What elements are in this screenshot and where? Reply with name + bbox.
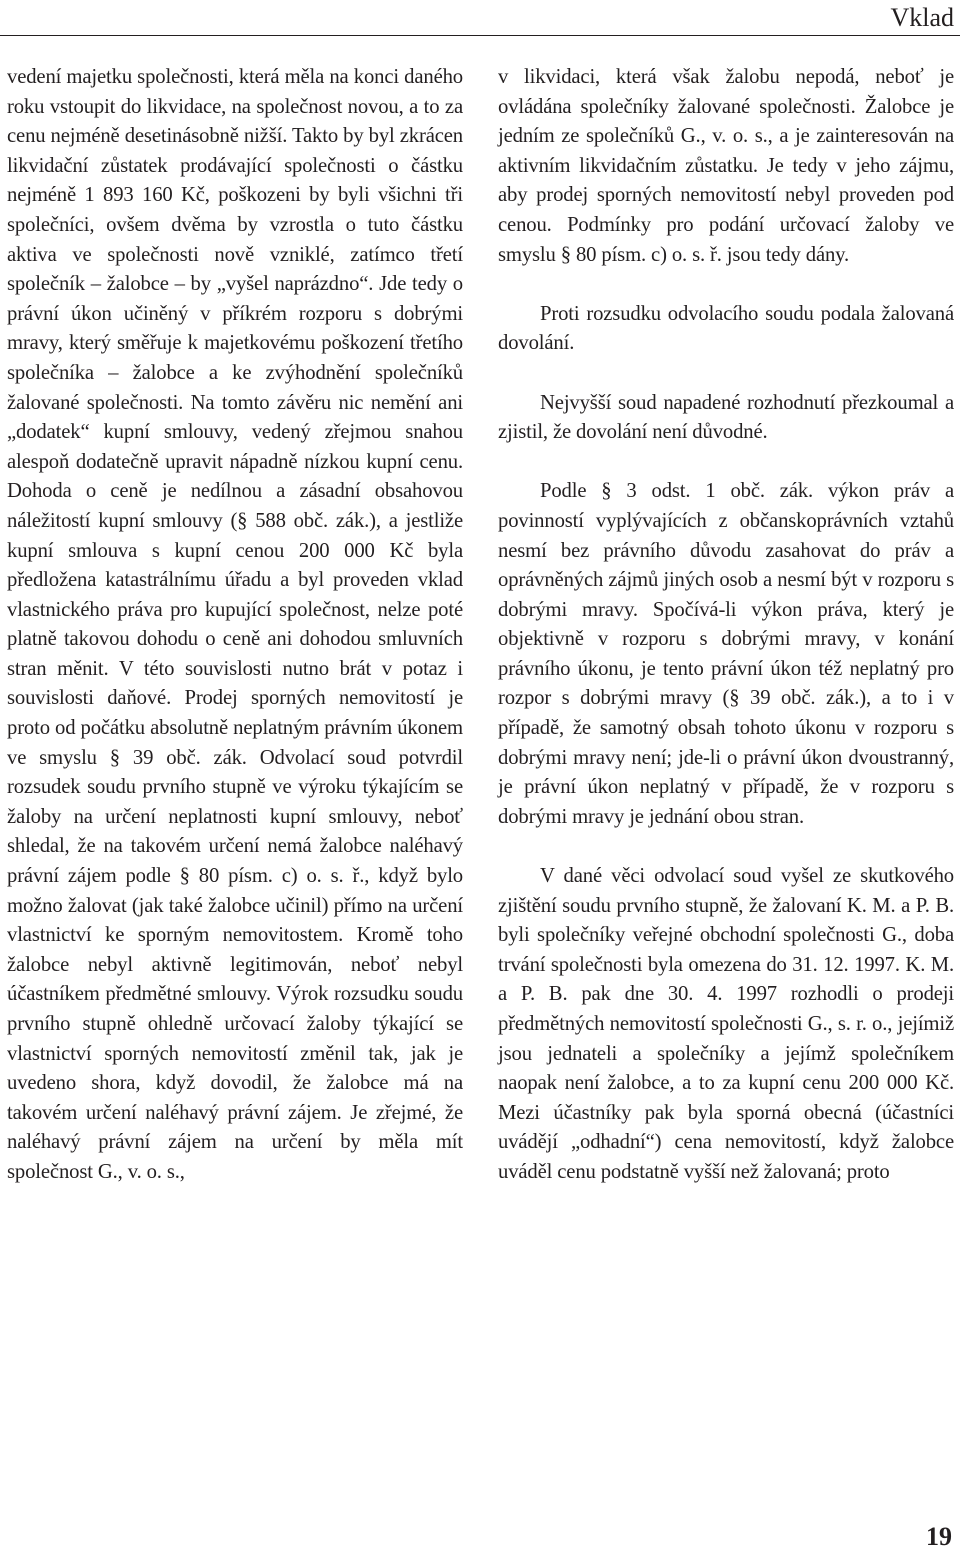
- page-number: 19: [926, 1522, 952, 1551]
- paragraph: V dané věci odvolací soud vyšel ze skutkového zjištění soudu prvního stupně, že žalovaní K. M. a P. B. byli společníky veřejné obchodní společnosti G., doba trvání společnosti byla omezena do 31. 12. 1997. K. M. a P. B. pak dne 30. 4. 1997 rozhodli o prodeji předmětných nemovitostí společnosti G., s. r. o., jejímiž jsou jednateli a společníky a jejímž společníkem naopak není žalobce, a to za kupní cenu 200 000 Kč. Mezi účastníky pak byla sporná obecná (účastníci uvádějí „odhadní“) cena nemovitostí, když žalobce uváděl cenu podstatně vyšší než žalovaná; proto: [498, 865, 954, 1183]
- paragraph: Nejvyšší soud napadené rozhodnutí přezkoumal a zjistil, že dovolání není důvodné.: [498, 391, 954, 444]
- section-title: Vklad: [890, 3, 954, 32]
- paragraph-gap: [498, 448, 954, 478]
- paragraph: vedení majetku společnosti, která měla na konci daného roku vstoupit do likvidace, na společnost novou, a to za cenu nejméně desetinásobně nižší. Takto by byl zkrácen likvidační zůstatek prodávající společnosti o částku nejméně 1 893 160 Kč, poškozeni by byli všichni tři společníci, ovšem dvěma by vzrostla o tuto částku aktiva ve společnosti nově vzniklé, zatímco třetí společník – žalobce – by „vyšel naprázdno“. Jde tedy o právní úkon učiněný v příkrém rozporu s dobrými mravy, který směřuje k majetkovému poškození třetího společníka – žalobce a ke zvýhodnění společníků žalované společnosti. Na tomto závěru nic nemění ani „dodatek“ kupní smlouvy, vedený zřejmou snahou alespoň dodatečně upravit nápadně nízkou kupní cenu. Dohoda o ceně je nedílnou a zásadní obsahovou náležitostí kupní smlouvy (§ 588 obč. zák.), a jestliže kupní smlouva s kupní cenou 200 000 Kč byla předložena katastrálnímu úřadu a byl proveden vklad vlastnického práva pro kupující společnost, nelze poté platně takovou dohodu o ceně ani dohodou smluvních stran měnit. V této souvislosti nutno brát v potaz i souvislosti daňové. Prodej sporných nemovitostí je proto od počátku absolutně neplatným právním úkonem ve smyslu § 39 obč. zák. Odvolací soud potvrdil rozsudek soudu prvního stupně ve výroku týkajícím se žaloby na určení neplatnosti kupní smlouvy, neboť shledal, že na takovém určení nemá žalobce naléhavý právní zájem podle § 80 písm. c) o. s. ř., když bylo možno žalovat (jak také žalobce učinil) přímo na určení vlastnictví ke sporným nemovitostem. Kromě toho žalobce nebyl aktivně legitimován, neboť nebyl účastníkem předmětné smlouvy. Výrok rozsudku soudu prvního stupně ohledně určovací žaloby týkající se vlastnictví sporných nemovitostí změnil tak, jak je uvedeno shora, když dovodil, že žalobce má na takovém určení naléhavý právní zájem. Je zřejmé, že naléhavý právní zájem na určení by měla mít společnost G., v. o. s.,: [7, 66, 463, 1183]
- paragraph-gap: [498, 359, 954, 389]
- paragraph: Podle § 3 odst. 1 obč. zák. výkon práv a povinností vyplývajících z občanskoprávních vztahů nesmí bez právního důvodu zasahovat do práv a oprávněných zájmů jiných osob a nesmí být v rozporu s dobrými mravy. Spočívá-li výkon práva, který je objektivně v rozporu s dobrými mravy, v konání právního úkonu, je tento právní úkon též neplatný pro rozpor s dobrými mravy (§ 39 obč. zák.), a to i v případě, že samotný obsah tohoto úkonu v rozporu s dobrými mravy není; jde-li o právní úkon dvoustranný, je právní úkon neplatný v případě, že v rozporu s dobrými mravy je jednání obou stran.: [498, 480, 954, 828]
- paragraph: v likvidaci, která však žalobu nepodá, neboť je ovládána společníky žalované společnosti. Žalobce je jedním ze společníků G., v. o. s., a je zainteresován na aktivním likvidačním zůstatku. Je tedy v jeho zájmu, aby prodej sporných nemovitostí nebyl proveden pod cenou. Podmínky pro podání určovací žaloby ve smyslu § 80 písm. c) o. s. ř. jsou tedy dány.: [498, 66, 954, 266]
- paragraph: Proti rozsudku odvolacího soudu podala žalovaná dovolání.: [498, 302, 954, 355]
- paragraph-gap: [498, 270, 954, 300]
- left-column: [7, 63, 463, 1188]
- right-column: [498, 63, 954, 1188]
- header-rule: [0, 35, 960, 36]
- paragraph-gap: [498, 832, 954, 862]
